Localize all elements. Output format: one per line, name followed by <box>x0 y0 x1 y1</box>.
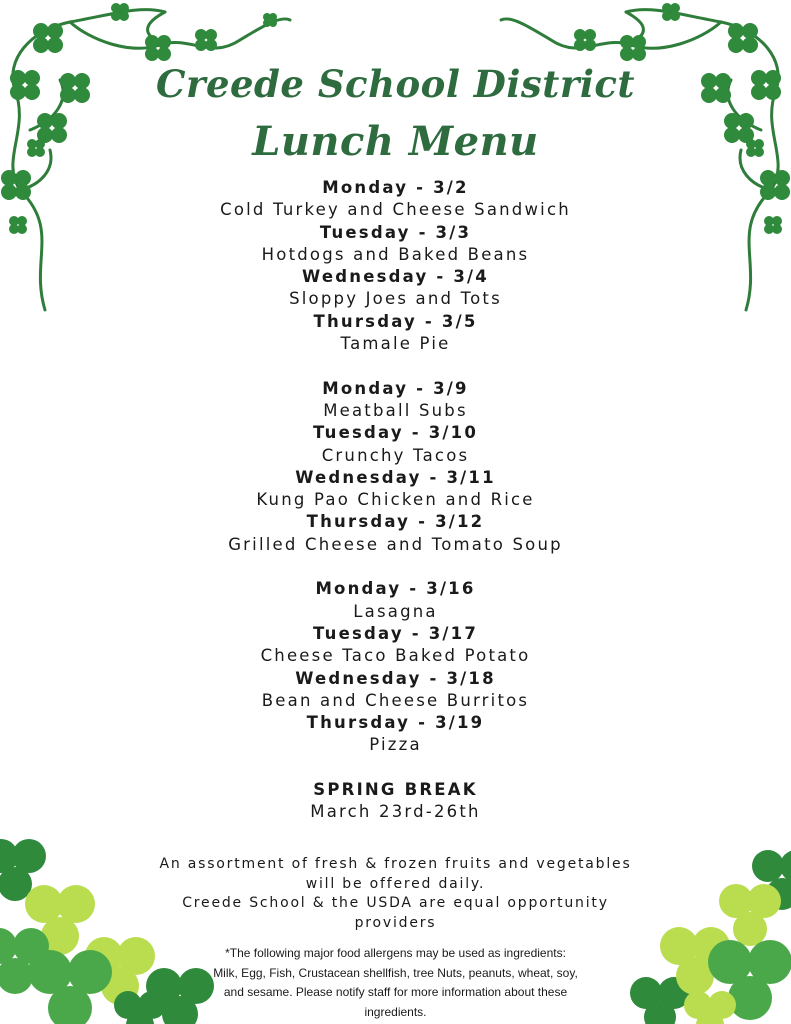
day-label: Thursday - 3/12 <box>306 512 485 532</box>
meal-text: Cold Turkey and Cheese Sandwich <box>220 200 571 220</box>
spring-break-heading: SPRING BREAK <box>313 780 478 800</box>
allergen-line: Milk, Egg, Fish, Crustacean shellfish, tree Nuts, peanuts, wheat, soy, <box>213 965 578 980</box>
week-1 <box>0 177 791 355</box>
week-3 <box>0 578 791 756</box>
day-label: Tuesday - 3/10 <box>313 423 478 443</box>
meal-text: Kung Pao Chicken and Rice <box>256 490 535 510</box>
day-label: Wednesday - 3/4 <box>302 267 489 287</box>
footer-line: An assortment of fresh & frozen fruits and vegetables <box>159 856 632 872</box>
allergen-line: ingredients. <box>364 1004 427 1019</box>
meal-text: Grilled Cheese and Tomato Soup <box>228 534 563 554</box>
meal-text: Lasagna <box>353 601 438 621</box>
meal-text: Cheese Taco Baked Potato <box>260 646 531 666</box>
meal-text: Pizza <box>369 735 422 755</box>
meal-text: Bean and Cheese Burritos <box>261 690 530 710</box>
footer-line: Creede School & the USDA are equal opportunity <box>182 895 609 911</box>
day-label: Tuesday - 3/3 <box>319 222 472 242</box>
meal-text: Meatball Subs <box>323 400 468 420</box>
footer-line: will be offered daily. <box>305 875 486 892</box>
meal-text: Crunchy Tacos <box>321 445 470 465</box>
title-line-2: Lunch Menu <box>252 118 539 165</box>
produce-and-equal-opportunity-note <box>0 855 791 933</box>
spring-break-dates: March 23rd-26th <box>310 802 481 822</box>
meal-text: Sloppy Joes and Tots <box>289 289 502 309</box>
meal-text: Tamale Pie <box>340 334 451 354</box>
day-label: Tuesday - 3/17 <box>313 623 478 643</box>
week-2 <box>0 378 791 556</box>
day-label: Monday - 3/2 <box>322 178 469 197</box>
footer-line: providers <box>354 914 437 931</box>
day-label: Thursday - 3/19 <box>306 713 485 733</box>
day-label: Monday - 3/16 <box>315 579 476 599</box>
allergen-line: *The following major food allergens may be used as ingredients: <box>225 946 566 960</box>
allergen-line: and sesame. Please notify staff for more information about these <box>223 985 568 999</box>
menu-list <box>0 177 791 824</box>
meal-text: Hotdogs and Baked Beans <box>261 244 530 264</box>
day-label: Wednesday - 3/11 <box>295 467 496 487</box>
day-label: Monday - 3/9 <box>322 378 469 398</box>
day-label: Thursday - 3/5 <box>313 311 478 331</box>
spring-break <box>0 779 791 824</box>
day-label: Wednesday - 3/18 <box>295 668 496 688</box>
allergen-note <box>0 944 791 1022</box>
title-line-1: Creede School District <box>156 62 635 106</box>
